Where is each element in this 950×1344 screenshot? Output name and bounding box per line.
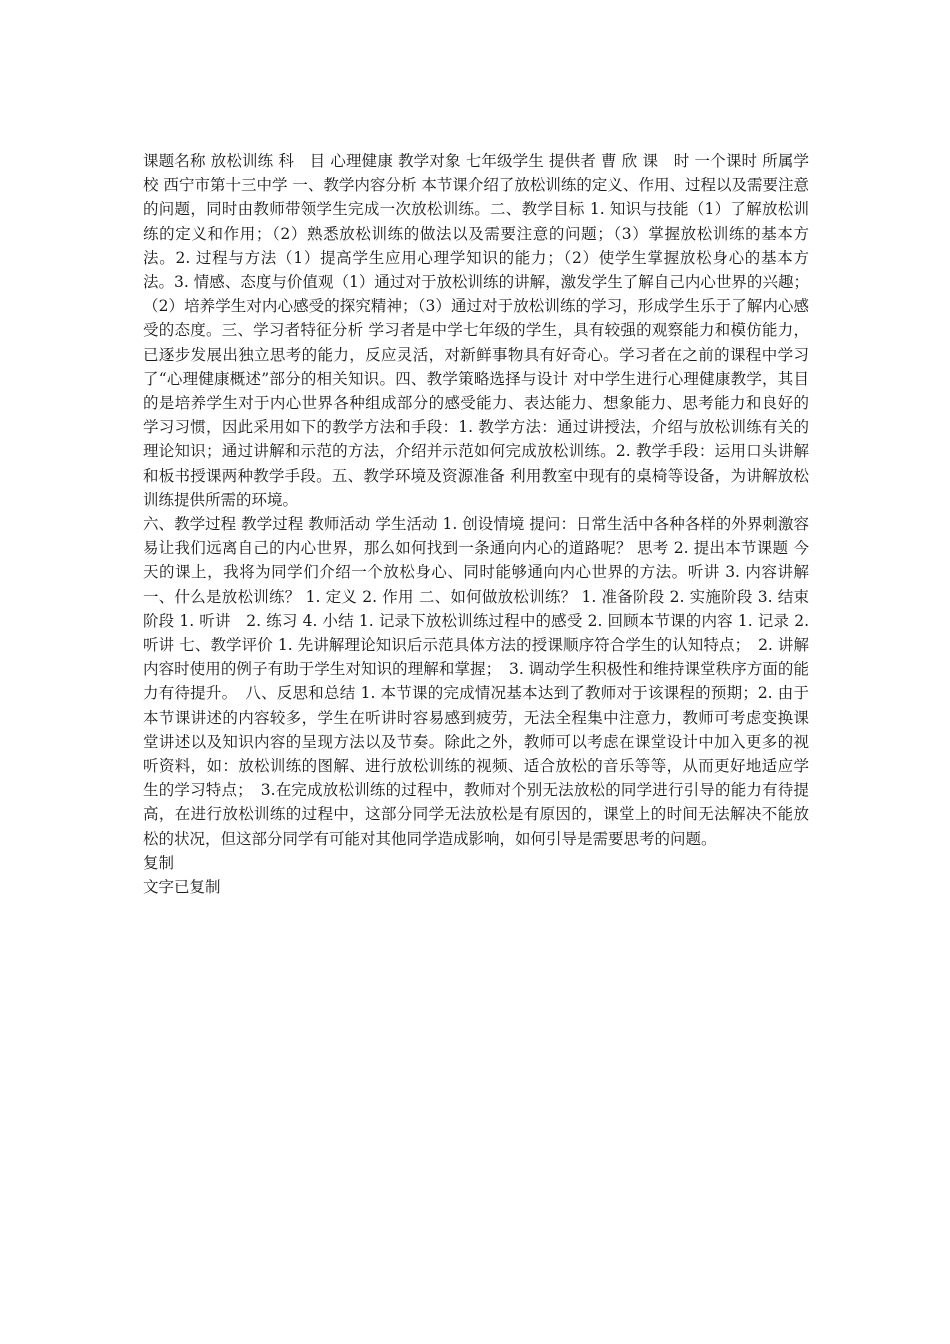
copy-button[interactable]: 复制 [143, 853, 175, 872]
document-paragraph-process: 六、教学过程 教学过程 教师活动 学生活动 1. 创设情境 提问：日常生活中各种各样的外界刺激容易让我们远离自己的内心世界，那么如何找到一条通向内心的道路呢？ 思考 2. 提出本节课题 今天的课上，我将为同学们介绍一个放松身心、同时能够通向内心世界的方法。听讲 3. 内容讲解 一、什么是放松训练？ 1. 定义 2. 作用 二、如何做放松训练？ 1. 准备阶段 2. 实施阶段 3. 结束阶段 1. 听讲 2. 练习 4. 小结 1. 记录下放松训练过程中的感受 2. 回顾本节课的内容 1. 记录 2. 听讲 七、教学评价 1. 先讲解理论知识后示范具体方法的授课顺序符合学生的认知特点； 2. 讲解内容时使用的例子有助于学生对知识的理解和掌握； 3. 调动学生积极性和维持课堂秩序方面的能力有待提升。 八、反思和总结 1. 本节课的完成情况基本达到了教师对于该课程的预期；2. 由于本节课讲述的内容较多，学生在听讲时容易感到疲劳，无法全程集中注意力，教师可考虑变换课堂讲述以及知识内容的呈现方法以及节奏。除此之外，教师可以考虑在课堂设计中加入更多的视听资料，如：放松训练的图解、进行放松训练的视频、适合放松的音乐等等，从而更好地适应学生的学习特点； 3.在完成放松训练的过程中，教师对个别无法放松的同学进行引导的能力有待提高，在进行放松训练的过程中，这部分同学无法放松是有原因的，课堂上的时间无法解决不能放松的状况，但这部分同学有可能对其他同学造成影响，如何引导是需要思考的问题。 [143, 515, 809, 848]
copied-status-text: 文字已复制 [143, 878, 221, 897]
document-paragraph-intro: 课题名称 放松训练 科 目 心理健康 教学对象 七年级学生 提供者 曹 欣 课 时 一个课时 所属学校 西宁市第十三中学 一、教学内容分析 本节课介绍了放松训练的定义、作用、过程以及需要注意的问题，同时由教师带领学生完成一次放松训练。二、教学目标 1. 知识与技能（1）了解放松训练的定义和作用；（2）熟悉放松训练的做法以及需要注意的问题；（3）掌握放松训练的基本方法。2. 过程与方法（1）提高学生应用心理学知识的能力；（2）使学生掌握放松身心的基本方法。3. 情感、态度与价值观（1）通过对于放松训练的讲解，激发学生了解自己内心世界的兴趣；（2）培养学生对内心感受的探究精神；（3）通过对于放松训练的学习，形成学生乐于了解内心感受的态度。三、学习者特征分析 学习者是中学七年级的学生，具有较强的观察能力和模仿能力，已逐步发展出独立思考的能力，反应灵活，对新鲜事物具有好奇心。学习者在之前的课程中学习了“心理健康概述”部分的相关知识。四、教学策略选择与设计 对中学生进行心理健康教学，其目的是培养学生对于内心世界各种组成部分的感受能力、表达能力、想象能力、思考能力和良好的学习习惯，因此采用如下的教学方法和手段：1. 教学方法：通过讲授法，介绍与放松训练有关的理论知识；通过讲解和示范的方法，介绍并示范如何完成放松训练。2. 教学手段：运用口头讲解和板书授课两种教学手段。五、教学环境及资源准备 利用教室中现有的桌椅等设备，为讲解放松训练提供所需的环境。 [143, 152, 809, 509]
document-body [143, 149, 809, 899]
